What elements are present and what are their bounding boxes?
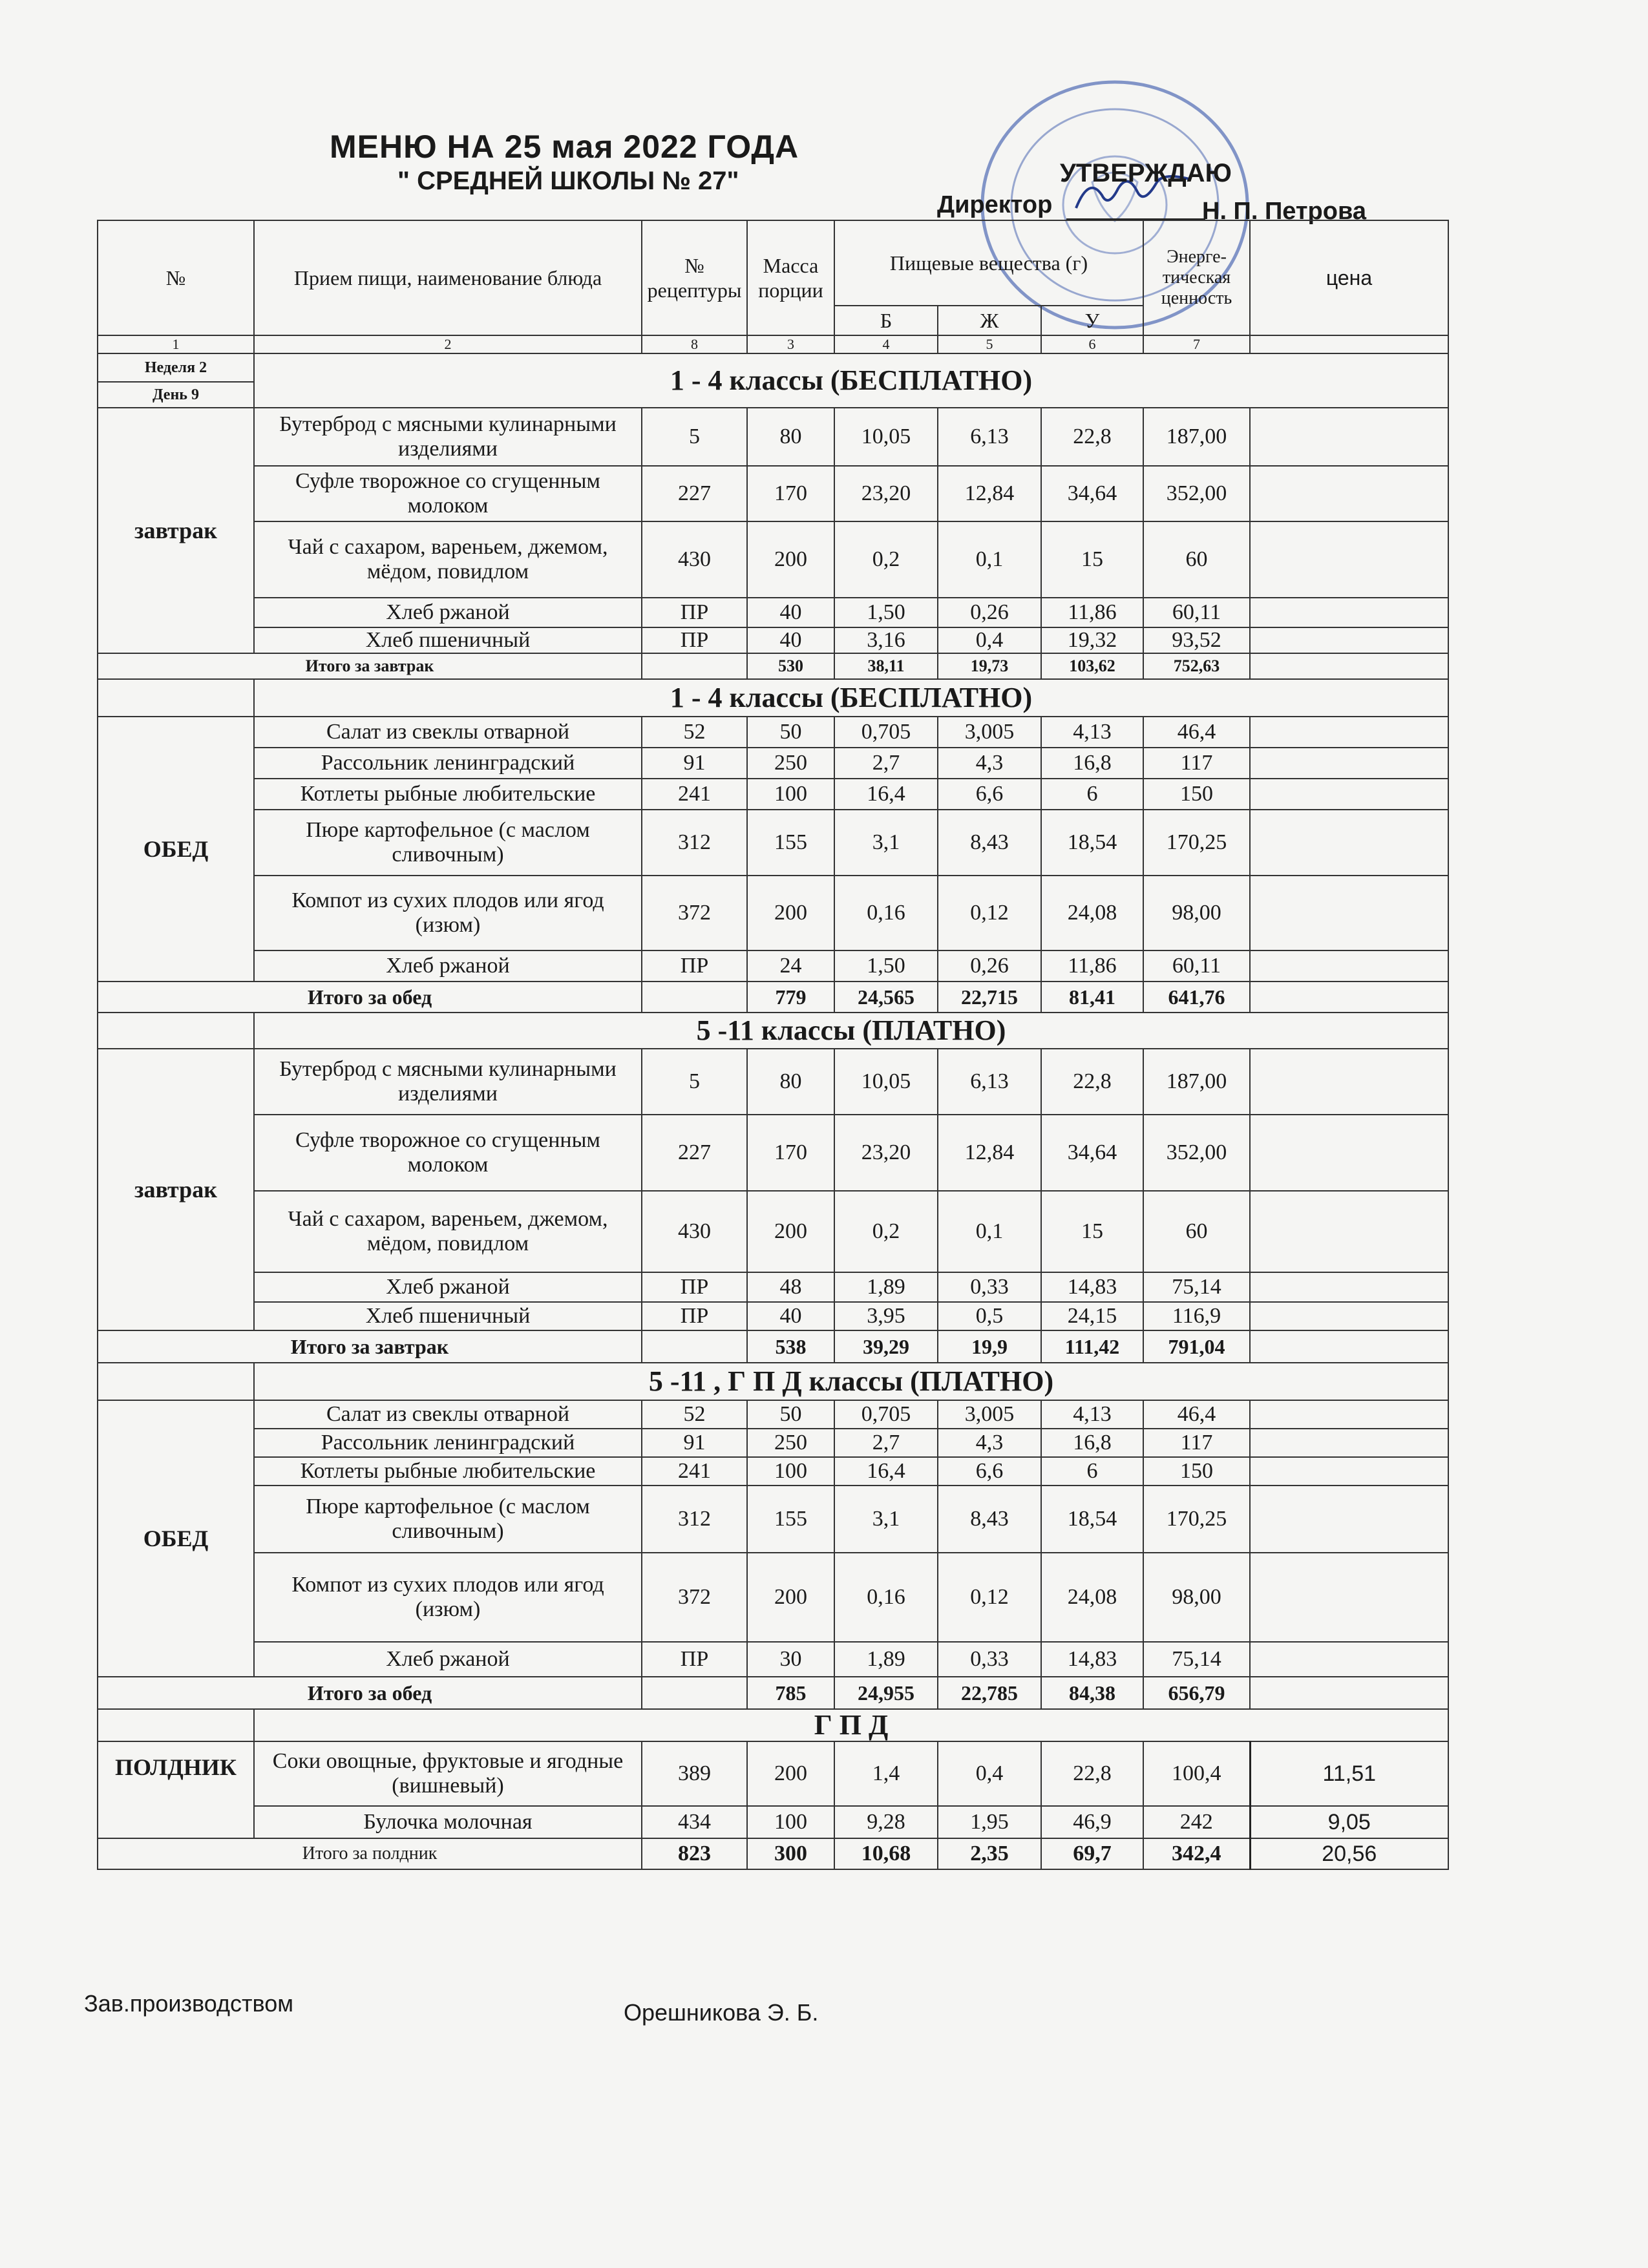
meal-label: ПОЛДНИК — [98, 1741, 254, 1838]
menu-title: МЕНЮ НА 25 мая 2022 ГОДА — [330, 129, 799, 165]
total-protein: 10,68 — [834, 1838, 938, 1869]
col-b: Б — [834, 306, 938, 335]
protein: 3,1 — [834, 1486, 938, 1553]
total-label: Итого за завтрак — [98, 653, 642, 679]
recipe-num: 52 — [642, 1400, 747, 1429]
footer-position: Зав.производством — [84, 1990, 293, 2017]
energy: 150 — [1143, 779, 1250, 810]
col-index: 8 — [642, 335, 747, 353]
fat: 4,3 — [938, 1429, 1041, 1457]
col-mass: Масса порции — [747, 220, 834, 335]
dish-name: Салат из свеклы отварной — [254, 717, 642, 748]
portion-mass: 200 — [747, 1553, 834, 1642]
portion-mass: 40 — [747, 627, 834, 653]
recipe-num: 372 — [642, 876, 747, 950]
energy: 60 — [1143, 521, 1250, 598]
total-mass: 779 — [747, 982, 834, 1013]
total-label: Итого за обед — [98, 982, 642, 1013]
total-carbs: 84,38 — [1041, 1677, 1143, 1709]
total-label: Итого за полдник — [98, 1838, 642, 1869]
protein: 10,05 — [834, 408, 938, 466]
recipe-num: 430 — [642, 521, 747, 598]
dish-name: Хлеб пшеничный — [254, 1302, 642, 1330]
footer-name: Орешникова Э. Б. — [624, 1999, 819, 2026]
fat: 0,5 — [938, 1302, 1041, 1330]
total-energy: 656,79 — [1143, 1677, 1250, 1709]
portion-mass: 100 — [747, 1457, 834, 1486]
carbs: 15 — [1041, 1191, 1143, 1272]
menu-table — [97, 220, 1449, 1870]
col-index: 6 — [1041, 335, 1143, 353]
protein: 9,28 — [834, 1806, 938, 1838]
energy: 98,00 — [1143, 1553, 1250, 1642]
total-mass: 785 — [747, 1677, 834, 1709]
section-title: 5 -11 классы (ПЛАТНО) — [254, 1013, 1448, 1049]
fat: 12,84 — [938, 466, 1041, 521]
protein: 16,4 — [834, 779, 938, 810]
total-mass: 300 — [747, 1838, 834, 1869]
energy: 93,52 — [1143, 627, 1250, 653]
total-protein: 24,955 — [834, 1677, 938, 1709]
protein: 3,1 — [834, 810, 938, 876]
energy: 117 — [1143, 748, 1250, 779]
dish-name: Котлеты рыбные любительские — [254, 1457, 642, 1486]
recipe-num: ПР — [642, 598, 747, 627]
energy: 352,00 — [1143, 466, 1250, 521]
carbs: 24,15 — [1041, 1302, 1143, 1330]
dish-name: Чай с сахаром, вареньем, джемом, мёдом, повидлом — [254, 1191, 642, 1272]
dish-name: Соки овощные, фруктовые и ягодные (вишневый) — [254, 1741, 642, 1806]
dish-name: Хлеб ржаной — [254, 598, 642, 627]
dish-name: Рассольник ленинградский — [254, 748, 642, 779]
dish-name: Компот из сухих плодов или ягод (изюм) — [254, 876, 642, 950]
carbs: 4,13 — [1041, 1400, 1143, 1429]
protein: 1,4 — [834, 1741, 938, 1806]
total-price: 20,56 — [1250, 1838, 1448, 1869]
fat: 3,005 — [938, 1400, 1041, 1429]
carbs: 6 — [1041, 1457, 1143, 1486]
portion-mass: 24 — [747, 950, 834, 982]
recipe-num: ПР — [642, 1302, 747, 1330]
portion-mass: 155 — [747, 810, 834, 876]
col-energy: Энерге-тическая ценность — [1143, 220, 1250, 335]
energy: 60,11 — [1143, 598, 1250, 627]
recipe-num: 312 — [642, 1486, 747, 1553]
portion-mass: 200 — [747, 1741, 834, 1806]
total-protein: 24,565 — [834, 982, 938, 1013]
protein: 0,2 — [834, 521, 938, 598]
protein: 1,89 — [834, 1642, 938, 1677]
protein: 2,7 — [834, 1429, 938, 1457]
protein: 16,4 — [834, 1457, 938, 1486]
recipe-num: 5 — [642, 408, 747, 466]
portion-mass: 40 — [747, 598, 834, 627]
fat: 6,13 — [938, 1049, 1041, 1115]
dish-name: Пюре картофельное (с маслом сливочным) — [254, 1486, 642, 1553]
protein: 23,20 — [834, 466, 938, 521]
portion-mass: 250 — [747, 1429, 834, 1457]
total-carbs: 111,42 — [1041, 1330, 1143, 1363]
dish-name: Хлеб ржаной — [254, 950, 642, 982]
recipe-num: 430 — [642, 1191, 747, 1272]
portion-mass: 170 — [747, 1115, 834, 1191]
fat: 0,33 — [938, 1642, 1041, 1677]
dish-name: Бутерброд с мясными кулинарными изделиями — [254, 1049, 642, 1115]
carbs: 22,8 — [1041, 408, 1143, 466]
dish-name: Компот из сухих плодов или ягод (изюм) — [254, 1553, 642, 1642]
total-carbs: 69,7 — [1041, 1838, 1143, 1869]
recipe-num: 5 — [642, 1049, 747, 1115]
energy: 75,14 — [1143, 1272, 1250, 1302]
dish-name: Хлеб пшеничный — [254, 627, 642, 653]
col-index: 5 — [938, 335, 1041, 353]
col-price: цена — [1250, 220, 1448, 335]
col-zh: Ж — [938, 306, 1041, 335]
portion-mass: 100 — [747, 779, 834, 810]
school-name: " СРЕДНЕЙ ШКОЛЫ № 27" — [397, 167, 739, 195]
portion-mass: 250 — [747, 748, 834, 779]
carbs: 34,64 — [1041, 466, 1143, 521]
dish-name: Бутерброд с мясными кулинарными изделиями — [254, 408, 642, 466]
day-label: День 9 — [98, 382, 254, 408]
fat: 1,95 — [938, 1806, 1041, 1838]
total-carbs: 103,62 — [1041, 653, 1143, 679]
recipe-num: ПР — [642, 1272, 747, 1302]
col-index: 3 — [747, 335, 834, 353]
carbs: 14,83 — [1041, 1272, 1143, 1302]
protein: 1,89 — [834, 1272, 938, 1302]
dish-name: Салат из свеклы отварной — [254, 1400, 642, 1429]
recipe-num: 227 — [642, 1115, 747, 1191]
dish-name: Булочка молочная — [254, 1806, 642, 1838]
col-index: 2 — [254, 335, 642, 353]
total-fat: 2,35 — [938, 1838, 1041, 1869]
portion-mass: 200 — [747, 876, 834, 950]
section-title: 1 - 4 классы (БЕСПЛАТНО) — [254, 353, 1448, 408]
dish-name: Суфле творожное со сгущенным молоком — [254, 466, 642, 521]
portion-mass: 48 — [747, 1272, 834, 1302]
col-dish: Прием пищи, наименование блюда — [254, 220, 642, 335]
energy: 98,00 — [1143, 876, 1250, 950]
recipe-num: 241 — [642, 1457, 747, 1486]
energy: 117 — [1143, 1429, 1250, 1457]
energy: 60,11 — [1143, 950, 1250, 982]
total-energy: 342,4 — [1143, 1838, 1250, 1869]
recipe-num: ПР — [642, 627, 747, 653]
portion-mass: 200 — [747, 521, 834, 598]
total-protein: 38,11 — [834, 653, 938, 679]
fat: 3,005 — [938, 717, 1041, 748]
col-u: У — [1041, 306, 1143, 335]
fat: 8,43 — [938, 1486, 1041, 1553]
meal-label: завтрак — [98, 1049, 254, 1330]
dish-name: Рассольник ленинградский — [254, 1429, 642, 1457]
col-index: 7 — [1143, 335, 1250, 353]
fat: 0,1 — [938, 521, 1041, 598]
meal-label: завтрак — [98, 408, 254, 653]
fat: 8,43 — [938, 810, 1041, 876]
fat: 0,26 — [938, 950, 1041, 982]
carbs: 4,13 — [1041, 717, 1143, 748]
col-index: 4 — [834, 335, 938, 353]
dish-name: Котлеты рыбные любительские — [254, 779, 642, 810]
carbs: 11,86 — [1041, 598, 1143, 627]
carbs: 18,54 — [1041, 810, 1143, 876]
recipe-num: 91 — [642, 748, 747, 779]
protein: 0,2 — [834, 1191, 938, 1272]
carbs: 14,83 — [1041, 1642, 1143, 1677]
portion-mass: 200 — [747, 1191, 834, 1272]
recipe-num: ПР — [642, 1642, 747, 1677]
fat: 0,4 — [938, 627, 1041, 653]
carbs: 46,9 — [1041, 1806, 1143, 1838]
carbs: 16,8 — [1041, 748, 1143, 779]
protein: 23,20 — [834, 1115, 938, 1191]
fat: 6,6 — [938, 1457, 1041, 1486]
energy: 170,25 — [1143, 1486, 1250, 1553]
energy: 170,25 — [1143, 810, 1250, 876]
energy: 242 — [1143, 1806, 1250, 1838]
portion-mass: 170 — [747, 466, 834, 521]
total-carbs: 81,41 — [1041, 982, 1143, 1013]
recipe-num: 312 — [642, 810, 747, 876]
col-num: № — [98, 220, 254, 335]
total-protein: 39,29 — [834, 1330, 938, 1363]
energy: 75,14 — [1143, 1642, 1250, 1677]
total-label: Итого за обед — [98, 1677, 642, 1709]
protein: 0,705 — [834, 717, 938, 748]
protein: 0,16 — [834, 876, 938, 950]
approve-label: УТВЕРЖДАЮ — [1060, 159, 1232, 187]
carbs: 19,32 — [1041, 627, 1143, 653]
energy: 46,4 — [1143, 1400, 1250, 1429]
section-title: 1 - 4 классы (БЕСПЛАТНО) — [254, 679, 1448, 717]
recipe-num: 434 — [642, 1806, 747, 1838]
dish-name: Пюре картофельное (с маслом сливочным) — [254, 810, 642, 876]
fat: 6,6 — [938, 779, 1041, 810]
fat: 0,12 — [938, 876, 1041, 950]
total-label: Итого за завтрак — [98, 1330, 642, 1363]
dish-name: Хлеб ржаной — [254, 1642, 642, 1677]
portion-mass: 40 — [747, 1302, 834, 1330]
director-label: Директор — [937, 191, 1053, 218]
total-energy: 791,04 — [1143, 1330, 1250, 1363]
energy: 150 — [1143, 1457, 1250, 1486]
portion-mass: 100 — [747, 1806, 834, 1838]
fat: 0,12 — [938, 1553, 1041, 1642]
dish-name: Суфле творожное со сгущенным молоком — [254, 1115, 642, 1191]
week-label: Неделя 2 — [98, 353, 254, 382]
recipe-num: 241 — [642, 779, 747, 810]
fat: 0,1 — [938, 1191, 1041, 1272]
carbs: 16,8 — [1041, 1429, 1143, 1457]
total-fat: 19,9 — [938, 1330, 1041, 1363]
recipe-num: 372 — [642, 1553, 747, 1642]
protein: 0,705 — [834, 1400, 938, 1429]
total-fat: 22,785 — [938, 1677, 1041, 1709]
total-recipe: 823 — [642, 1838, 747, 1869]
energy: 187,00 — [1143, 408, 1250, 466]
price: 11,51 — [1250, 1741, 1448, 1806]
total-fat: 22,715 — [938, 982, 1041, 1013]
meal-label: ОБЕД — [98, 1400, 254, 1677]
total-energy: 641,76 — [1143, 982, 1250, 1013]
protein: 0,16 — [834, 1553, 938, 1642]
fat: 12,84 — [938, 1115, 1041, 1191]
portion-mass: 155 — [747, 1486, 834, 1553]
portion-mass: 50 — [747, 1400, 834, 1429]
fat: 0,33 — [938, 1272, 1041, 1302]
portion-mass: 50 — [747, 717, 834, 748]
meal-label: ОБЕД — [98, 717, 254, 982]
energy: 46,4 — [1143, 717, 1250, 748]
total-mass: 538 — [747, 1330, 834, 1363]
total-fat: 19,73 — [938, 653, 1041, 679]
carbs: 24,08 — [1041, 876, 1143, 950]
section-title: Г П Д — [254, 1709, 1448, 1741]
fat: 0,26 — [938, 598, 1041, 627]
energy: 187,00 — [1143, 1049, 1250, 1115]
carbs: 18,54 — [1041, 1486, 1143, 1553]
recipe-num: 91 — [642, 1429, 747, 1457]
recipe-num: ПР — [642, 950, 747, 982]
protein: 1,50 — [834, 598, 938, 627]
energy: 352,00 — [1143, 1115, 1250, 1191]
price: 9,05 — [1250, 1806, 1448, 1838]
energy: 100,4 — [1143, 1741, 1250, 1806]
fat: 6,13 — [938, 408, 1041, 466]
carbs: 22,8 — [1041, 1049, 1143, 1115]
dish-name: Чай с сахаром, вареньем, джемом, мёдом, повидлом — [254, 521, 642, 598]
carbs: 22,8 — [1041, 1741, 1143, 1806]
carbs: 34,64 — [1041, 1115, 1143, 1191]
portion-mass: 30 — [747, 1642, 834, 1677]
col-recipe: № рецептуры — [642, 220, 747, 335]
fat: 4,3 — [938, 748, 1041, 779]
carbs: 15 — [1041, 521, 1143, 598]
section-title: 5 -11 , Г П Д классы (ПЛАТНО) — [254, 1363, 1448, 1400]
carbs: 24,08 — [1041, 1553, 1143, 1642]
total-energy: 752,63 — [1143, 653, 1250, 679]
protein: 10,05 — [834, 1049, 938, 1115]
portion-mass: 80 — [747, 1049, 834, 1115]
col-index: 1 — [98, 335, 254, 353]
energy: 60 — [1143, 1191, 1250, 1272]
carbs: 11,86 — [1041, 950, 1143, 982]
col-nutrients: Пищевые вещества (г) — [834, 220, 1143, 306]
dish-name: Хлеб ржаной — [254, 1272, 642, 1302]
recipe-num: 227 — [642, 466, 747, 521]
protein: 1,50 — [834, 950, 938, 982]
fat: 0,4 — [938, 1741, 1041, 1806]
protein: 3,95 — [834, 1302, 938, 1330]
protein: 2,7 — [834, 748, 938, 779]
recipe-num: 52 — [642, 717, 747, 748]
energy: 116,9 — [1143, 1302, 1250, 1330]
protein: 3,16 — [834, 627, 938, 653]
director-name: Н. П. Петрова — [1202, 198, 1366, 225]
portion-mass: 80 — [747, 408, 834, 466]
recipe-num: 389 — [642, 1741, 747, 1806]
total-mass: 530 — [747, 653, 834, 679]
carbs: 6 — [1041, 779, 1143, 810]
